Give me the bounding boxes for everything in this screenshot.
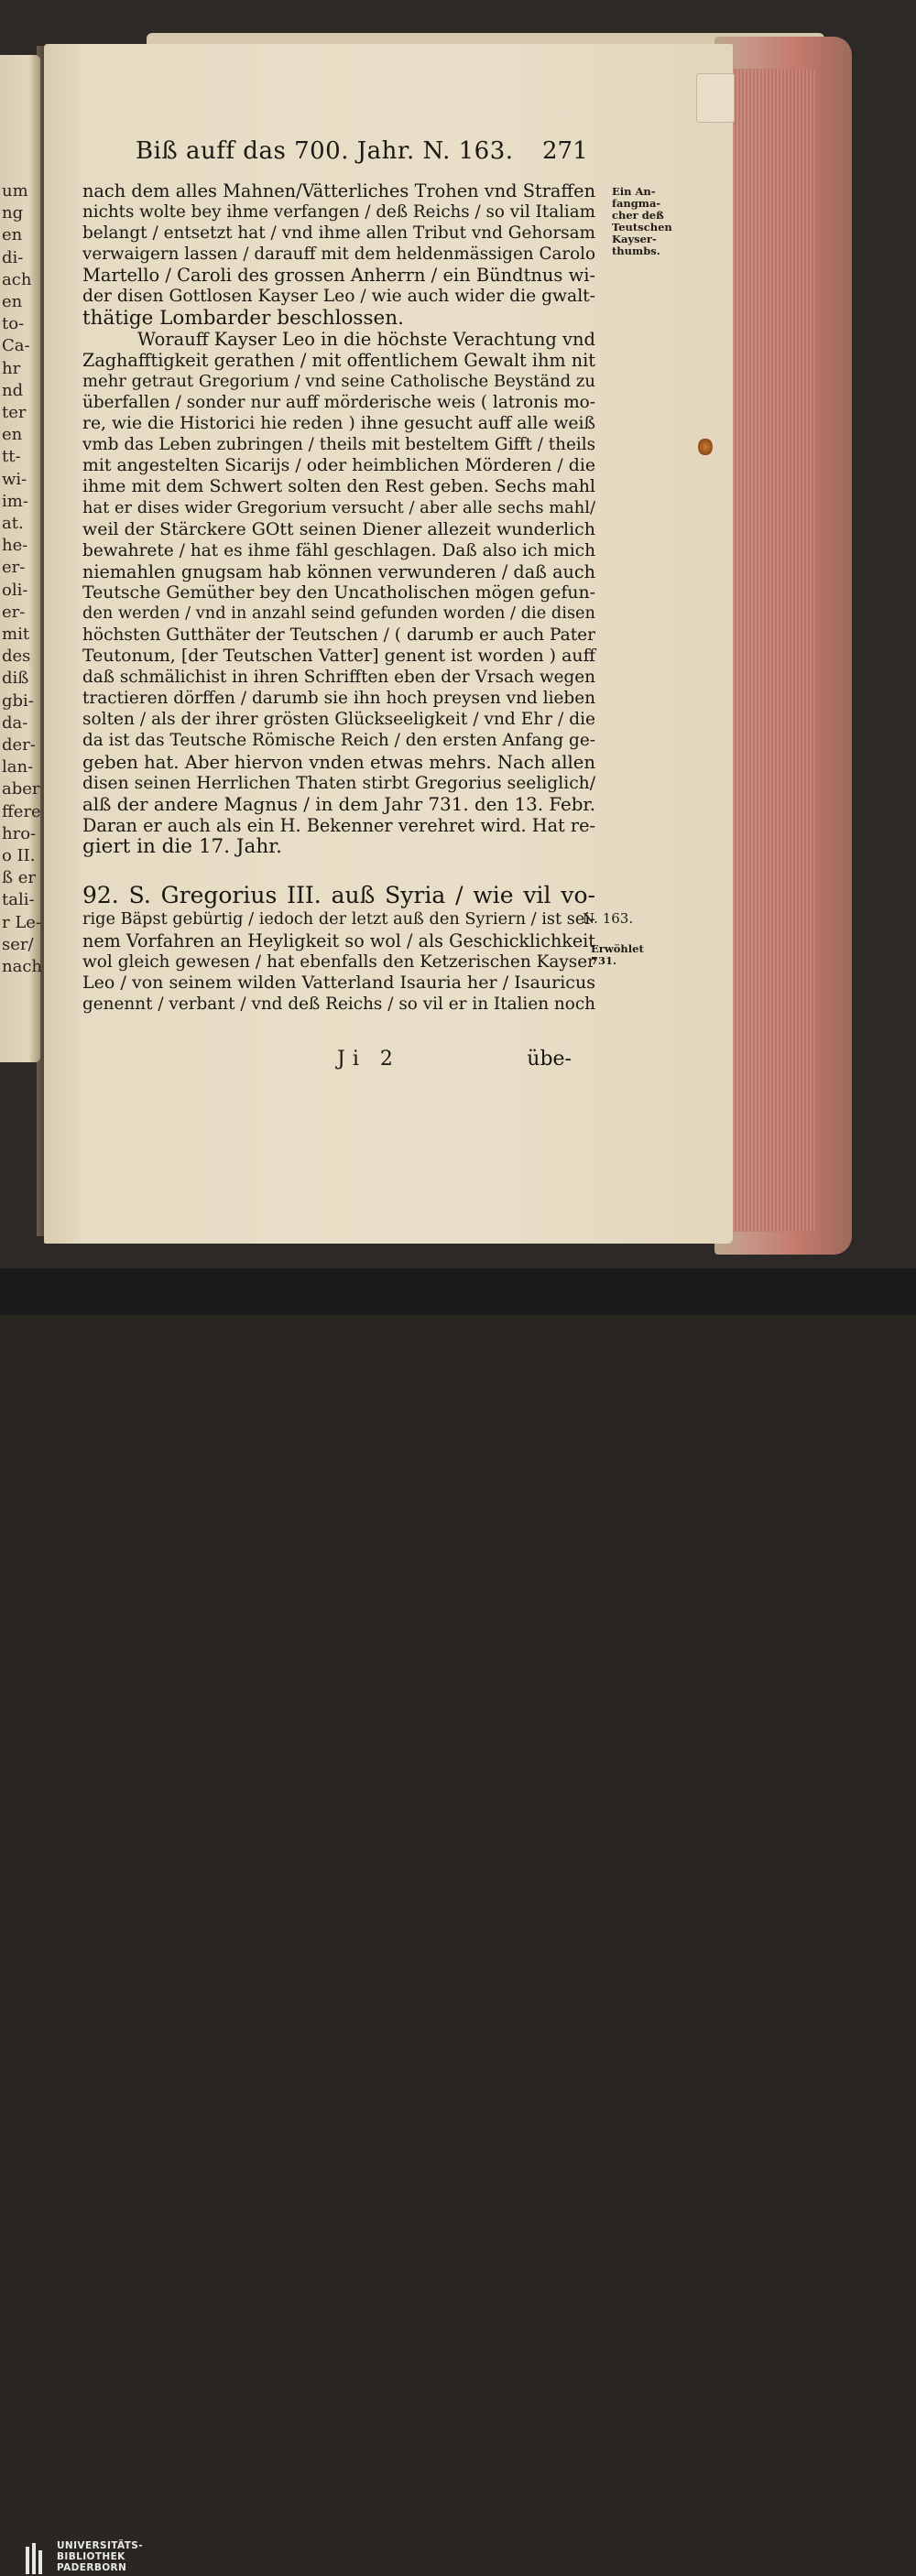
scan-image: [0, 0, 916, 1268]
left-page-fragment: en: [2, 425, 23, 445]
text-line: geben hat. Aber hiervon vnden etwas mehrs. Nach allen: [82, 751, 595, 773]
text-line: rige Bäpst gebürtig / iedoch der letzt auß den Syriern / ist sei-: [82, 910, 595, 929]
library-logo-icon: [26, 2543, 44, 2576]
text-line: mehr getraut Gregorium / vnd seine Catholische Beyständ zu: [82, 371, 595, 391]
left-page-fragment: en: [2, 292, 23, 311]
text-line: da ist das Teutsche Römische Reich / den ersten Anfang ge-: [82, 731, 595, 751]
left-page-fragment: nach: [2, 957, 42, 976]
left-page-fragment: ter: [2, 403, 27, 422]
text-line: Daran er auch als ein H. Bekenner verehret wird. Hat re-: [82, 814, 595, 836]
left-page-fragment: at.: [2, 514, 24, 533]
running-header: [136, 137, 594, 167]
section-heading: 92. S. Gregorius III. auß Syria / wie vil vo-: [82, 882, 595, 908]
left-page-fragment: Ca-: [2, 336, 30, 356]
text-line: Teutsche Gemüther bey den Uncatholischen mögen gefun-: [82, 582, 595, 603]
body-text: [82, 180, 595, 1015]
left-page-fragment: oli-: [2, 580, 28, 600]
margin-note-line: 731.: [591, 954, 617, 967]
text-line: nach dem alles Mahnen/Vätterliches Trohen vnd Straffen: [82, 180, 595, 201]
footer-bar: [0, 1268, 916, 2573]
left-page-fragment: to-: [2, 314, 25, 334]
text-line: mit angestelten Sicarijs / oder heimblichen Mörderen / die: [82, 456, 595, 476]
left-page-fragment: diß: [2, 668, 29, 689]
text-line: re, wie die Historici hie reden ) ihne gesucht auff alle weiß: [82, 414, 595, 434]
text-line: ihme mit dem Schwert solten den Rest geben. Sechs mahl: [82, 476, 595, 497]
left-page-fragment: o II.: [2, 846, 36, 865]
signature-line: [330, 1048, 577, 1075]
margin-note-line: fangma-: [612, 197, 661, 210]
left-page-fragment: ng: [2, 203, 24, 223]
text-line: Zaghafftigkeit gerathen / mit offentlichem Gewalt ihm nit: [82, 349, 595, 371]
left-page-fragment: da-: [2, 712, 28, 733]
left-page-fragment: hr: [2, 358, 21, 378]
left-page-fragment: ffere: [2, 801, 41, 821]
left-page-fragment: mit: [2, 625, 30, 644]
logo-line: UNIVERSITÄTS-: [57, 2540, 144, 2551]
text-line: Leo / von seinem wilden Vatterland Isauria her / Isauricus: [82, 973, 595, 994]
library-logo-text: [57, 2540, 143, 2573]
text-line: Teutonum, [der Teutschen Vatter] genent ist worden ) auff: [82, 646, 595, 667]
page-number: 271: [542, 137, 588, 165]
text-line: belangt / entsetzt hat / vnd ihme allen Tribut vnd Gehorsam: [82, 223, 595, 244]
margin-note-line: Kayser-: [612, 233, 657, 245]
logo-line: BIBLIOTHEK: [57, 2551, 125, 2562]
margin-note-line: Erwöhlet: [591, 942, 644, 955]
text-line: nichts wolte bey ihme verfangen / deß Reichs / so vil Italiam: [82, 202, 595, 223]
left-page-fragment: tt-: [2, 447, 21, 467]
text-line: weil der Stärckere GOtt seinen Diener allezeit wunderlich: [82, 518, 595, 539]
left-page-fragment: ach: [2, 269, 32, 289]
text-line: Martello / Caroli des grossen Anherrn / ein Bündtnus wi-: [82, 265, 595, 287]
margin-note-line: thumbs.: [612, 245, 660, 257]
margin-note-2-number: N. 163.: [583, 910, 634, 927]
logo-line: PADERBORN: [57, 2562, 127, 2573]
left-page-fragment: um: [2, 181, 28, 201]
margin-note-line: Teutschen: [612, 221, 672, 234]
text-line: tractieren dörffen / darumb sie ihn hoch preysen vnd lieben: [82, 689, 595, 709]
text-line: daß schmälichist in ihren Schrifften eben der Vrsach wegen: [82, 668, 595, 688]
wax-stain: [698, 438, 713, 456]
text-line: verwaigern lassen / darauff mit dem heldenmässigen Carolo: [82, 245, 595, 265]
catchword: übe-: [527, 1048, 572, 1071]
text-line: giert in die 17. Jahr.: [82, 834, 282, 858]
signature-mark: Ji 2: [337, 1048, 400, 1071]
text-line: überfallen / sonder nur auff mörderische weis ( latronis mo-: [82, 392, 595, 412]
left-page-fragment: he-: [2, 536, 28, 556]
left-page-fragment: en: [2, 225, 23, 245]
left-page-fragment: er-: [2, 602, 26, 622]
left-page-fragment: aber: [2, 779, 40, 799]
left-page: [0, 55, 40, 1062]
text-line: den werden / vnd in anzahl seind gefunden worden / die disen: [82, 603, 595, 623]
text-line: nem Vorfahren an Heyligkeit so wol / als Geschicklichkeit: [82, 930, 595, 952]
text-line: bewahrete / hat es ihme fähl geschlagen. Daß also ich mich: [82, 540, 595, 560]
margin-note-line: cher deß: [612, 209, 664, 222]
left-page-fragment: wi-: [2, 469, 27, 489]
margin-note-line: Ein An-: [612, 185, 656, 198]
left-page-fragment: r Le-: [2, 912, 42, 932]
left-page-fragment: lan-: [2, 757, 34, 777]
left-page-fragment: ser/: [2, 934, 34, 954]
text-line: solten / als der ihrer grösten Glückseeligkeit / vnd Ehr / die: [82, 710, 595, 730]
paper-tab: [696, 73, 735, 123]
left-page-fragment: er-: [2, 558, 26, 578]
left-page-fragment: im-: [2, 491, 28, 511]
left-page-fragment: gbi-: [2, 690, 34, 711]
margin-note-1: [612, 186, 672, 257]
text-line: alß der andere Magnus / in dem Jahr 731. den 13. Febr.: [82, 793, 595, 815]
text-line: vmb das Leben zubringen / theils mit besteltem Gifft / theils: [82, 435, 595, 455]
text-line: hat er dises wider Gregorium versucht / aber alle sechs mahl/: [82, 498, 595, 518]
text-line: der disen Gottlosen Kayser Leo / wie auch wider die gwalt-: [82, 287, 595, 307]
text-line: Worauff Kayser Leo in die höchste Verachtung vnd: [137, 328, 595, 350]
left-page-fragment: tali-: [2, 890, 35, 910]
text-line: thätige Lombarder beschlossen.: [82, 306, 404, 330]
running-title: Biß auff das 700. Jahr. N. 163.: [136, 137, 514, 165]
page-edges: [733, 69, 815, 1232]
left-page-fragment: der-: [2, 735, 36, 755]
text-line: höchsten Gutthäter der Teutschen / ( darumb er auch Pater: [82, 625, 595, 645]
margin-note-2: [591, 943, 644, 967]
left-page-fragment: des: [2, 647, 31, 667]
text-line: disen seinen Herrlichen Thaten stirbt Gregorius seeliglich/: [82, 773, 595, 793]
text-line: niemahlen gnugsam hab können verwunderen / daß auch: [82, 560, 595, 582]
text-line: wol gleich gewesen / hat ebenfalls den Ketzerischen Kayser: [82, 952, 595, 973]
left-page-fragment: hro-: [2, 823, 37, 843]
left-page-fragment: ß er: [2, 868, 37, 888]
left-page-fragment: nd: [2, 380, 24, 400]
left-page-fragment: di-: [2, 247, 24, 267]
text-line: genennt / verbant / vnd deß Reichs / so vil er in Italien noch: [82, 995, 595, 1015]
